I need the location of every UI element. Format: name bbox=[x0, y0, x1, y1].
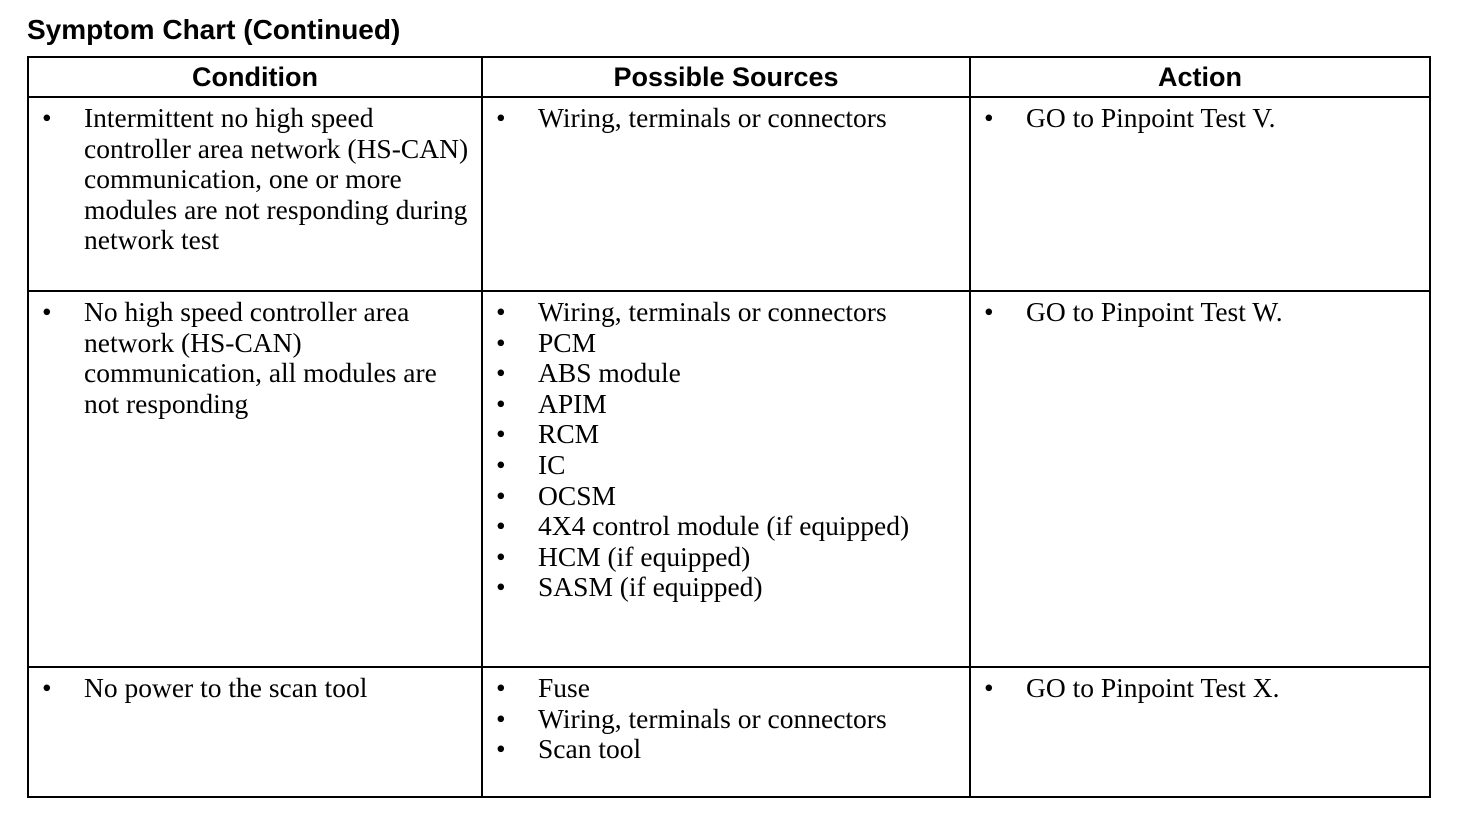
table-row bbox=[28, 97, 1430, 291]
source-text: Fuse bbox=[538, 672, 590, 703]
table-row bbox=[28, 291, 1430, 667]
source-text: Wiring, terminals or connectors bbox=[538, 102, 887, 133]
condition-cell bbox=[28, 291, 482, 667]
list-item bbox=[483, 450, 965, 481]
condition-list bbox=[29, 668, 481, 708]
bullet-icon: • bbox=[42, 296, 52, 327]
bullet-icon: • bbox=[496, 418, 506, 450]
source-text: 4X4 control module (if equipped) bbox=[538, 510, 910, 542]
bullet-icon: • bbox=[496, 733, 506, 765]
list-item bbox=[483, 572, 965, 603]
table-row bbox=[28, 667, 1430, 797]
sources-list bbox=[483, 668, 969, 769]
column-header-possible-sources: Possible Sources bbox=[482, 57, 970, 97]
source-text: OCSM bbox=[538, 479, 616, 511]
sources-cell bbox=[482, 667, 970, 797]
sources-list bbox=[483, 292, 969, 607]
bullet-icon: • bbox=[496, 357, 506, 389]
source-text: Wiring, terminals or connectors bbox=[538, 702, 887, 734]
condition-cell bbox=[28, 667, 482, 797]
bullet-icon: • bbox=[42, 102, 52, 133]
condition-list bbox=[29, 292, 481, 423]
list-item bbox=[483, 328, 965, 359]
sources-list bbox=[483, 98, 969, 138]
bullet-icon: • bbox=[496, 571, 506, 603]
list-item bbox=[483, 297, 965, 328]
bullet-icon: • bbox=[496, 387, 506, 419]
bullet-icon: • bbox=[42, 672, 52, 703]
list-item bbox=[29, 673, 477, 704]
list-item bbox=[971, 297, 1425, 328]
list-item bbox=[971, 103, 1425, 134]
action-text: GO to Pinpoint Test X. bbox=[1026, 672, 1280, 703]
action-text: GO to Pinpoint Test W. bbox=[1026, 296, 1283, 327]
list-item bbox=[29, 103, 477, 256]
bullet-icon: • bbox=[984, 672, 994, 703]
source-text: ABS module bbox=[538, 357, 681, 389]
action-list bbox=[971, 292, 1429, 332]
source-text: SASM (if equipped) bbox=[538, 571, 763, 603]
action-cell bbox=[970, 667, 1430, 797]
bullet-icon: • bbox=[496, 296, 506, 327]
action-cell bbox=[970, 97, 1430, 291]
bullet-icon: • bbox=[496, 102, 506, 133]
source-text: RCM bbox=[538, 418, 600, 450]
list-item bbox=[483, 511, 965, 542]
bullet-icon: • bbox=[496, 672, 506, 703]
source-text: Scan tool bbox=[538, 733, 642, 765]
source-text: Wiring, terminals or connectors bbox=[538, 296, 887, 327]
bullet-icon: • bbox=[496, 702, 506, 734]
source-text: IC bbox=[538, 448, 566, 480]
page-title: Symptom Chart (Continued) bbox=[27, 14, 401, 45]
list-item bbox=[971, 673, 1425, 704]
condition-list bbox=[29, 98, 481, 260]
list-item bbox=[483, 419, 965, 450]
bullet-icon: • bbox=[496, 326, 506, 358]
condition-text: Intermittent no high speed controller area network (HS-CAN) communication, one or more modules are not responding during network test bbox=[84, 102, 469, 256]
source-text: APIM bbox=[538, 387, 607, 419]
bullet-icon: • bbox=[984, 102, 994, 133]
column-header-condition: Condition bbox=[28, 57, 482, 97]
list-item bbox=[29, 297, 477, 419]
action-text: GO to Pinpoint Test V. bbox=[1026, 102, 1276, 133]
list-item bbox=[483, 389, 965, 420]
list-item bbox=[483, 542, 965, 573]
bullet-icon: • bbox=[496, 448, 506, 480]
list-item bbox=[483, 481, 965, 512]
sources-cell bbox=[482, 291, 970, 667]
list-item bbox=[483, 704, 965, 735]
symptom-chart-table bbox=[27, 56, 1431, 798]
list-item bbox=[483, 358, 965, 389]
list-item bbox=[483, 103, 965, 134]
bullet-icon: • bbox=[496, 540, 506, 572]
list-item bbox=[483, 673, 965, 704]
source-text: PCM bbox=[538, 326, 597, 358]
sources-cell bbox=[482, 97, 970, 291]
condition-text: No high speed controller area network (HS-CAN) communication, all modules are not responding bbox=[84, 296, 437, 419]
action-list bbox=[971, 98, 1429, 138]
action-list bbox=[971, 668, 1429, 708]
list-item bbox=[483, 734, 965, 765]
bullet-icon: • bbox=[984, 296, 994, 327]
condition-cell bbox=[28, 97, 482, 291]
condition-text: No power to the scan tool bbox=[84, 672, 368, 703]
action-cell bbox=[970, 291, 1430, 667]
bullet-icon: • bbox=[496, 479, 506, 511]
table-header-row bbox=[28, 57, 1430, 97]
source-text: HCM (if equipped) bbox=[538, 540, 751, 572]
bullet-icon: • bbox=[496, 510, 506, 542]
column-header-action: Action bbox=[970, 57, 1430, 97]
